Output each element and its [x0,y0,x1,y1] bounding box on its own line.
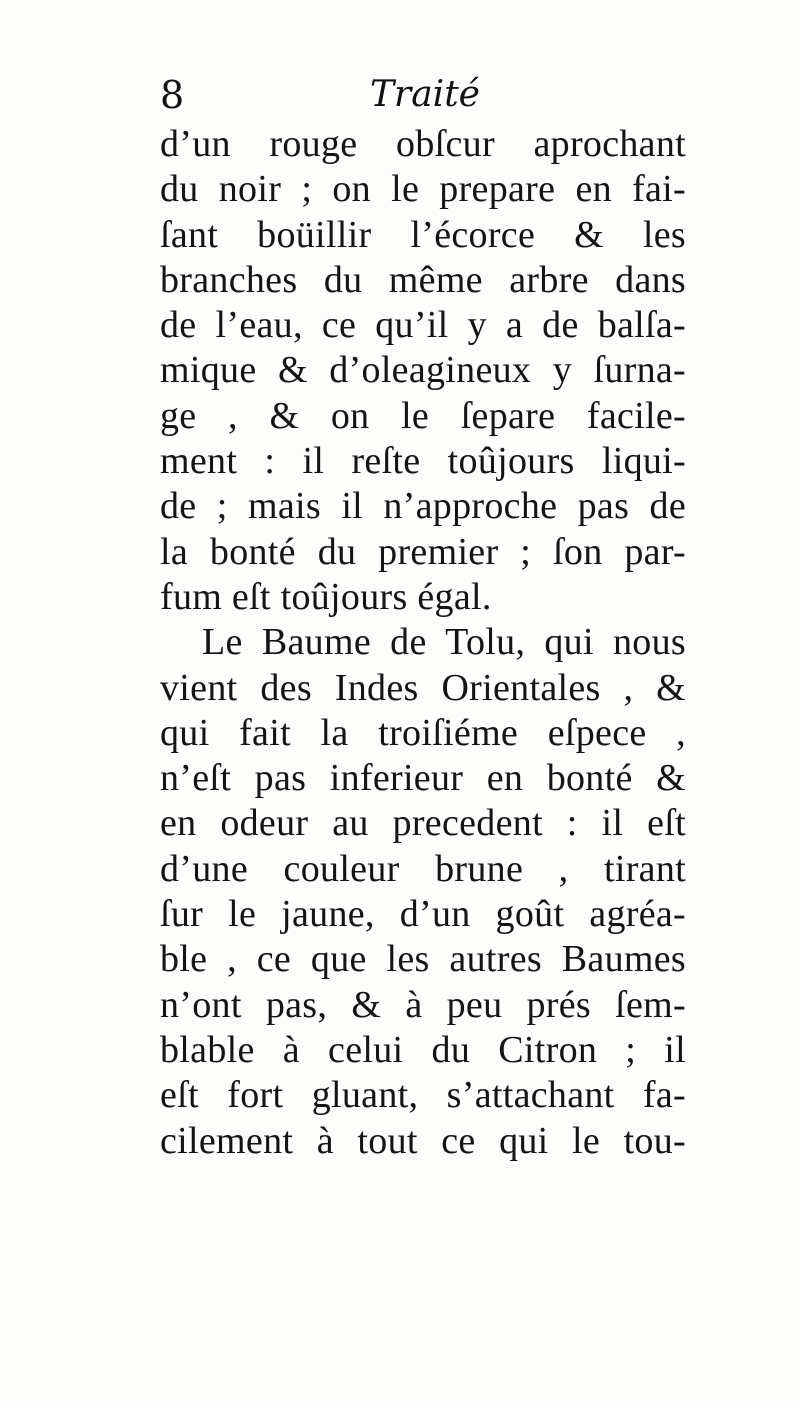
body-text [160,122,686,1164]
text-line: fum eſt toûjours égal. [160,575,492,618]
text-line: n’eſt pas inferieur en bonté & [160,757,686,800]
text-line: en odeur au precedent : il eſt [160,802,686,845]
text-line: cilement à tout ce qui le tou- [160,1119,686,1162]
text-line: de ; mais il n’approche pas de [160,485,686,528]
text-line: ſant boüillir l’écorce & les [160,213,686,256]
text-line: qui fait la troiſiéme eſpece , [160,711,686,754]
text-line: branches du même arbre dans [160,258,686,301]
text-line: ſur le jaune, d’un goût agréa- [160,893,686,936]
page-number: 8 [160,73,185,117]
text-line: blable à celui du Citron ; il [160,1028,686,1071]
text-line: ble , ce que les autres Baumes [160,938,686,981]
text-line: ment : il reſte toûjours liqui- [160,440,686,483]
running-title: Traité [370,74,480,115]
text-line: d’un rouge obſcur aprochant [160,123,686,165]
text-line: mique & d’oleagineux y ſurna- [160,349,686,392]
text-line: ge , & on le ſepare facile- [160,394,686,437]
text-line: vient des Indes Orientales , & [160,666,686,709]
text-line: la bonté du premier ; ſon par- [160,530,686,573]
text-line: de l’eau, ce qu’il y a de balſa- [160,304,686,347]
text-line: d’une couleur brune , tirant [160,847,686,890]
text-line: du noir ; on le prepare en fai- [160,168,686,211]
text-line: Le Baume de Tolu, qui nous [202,621,686,664]
text-line: n’ont pas, & à peu prés ſem- [160,983,686,1026]
text-line: eſt fort gluant, s’attachant fa- [160,1074,686,1117]
running-head [160,72,690,122]
